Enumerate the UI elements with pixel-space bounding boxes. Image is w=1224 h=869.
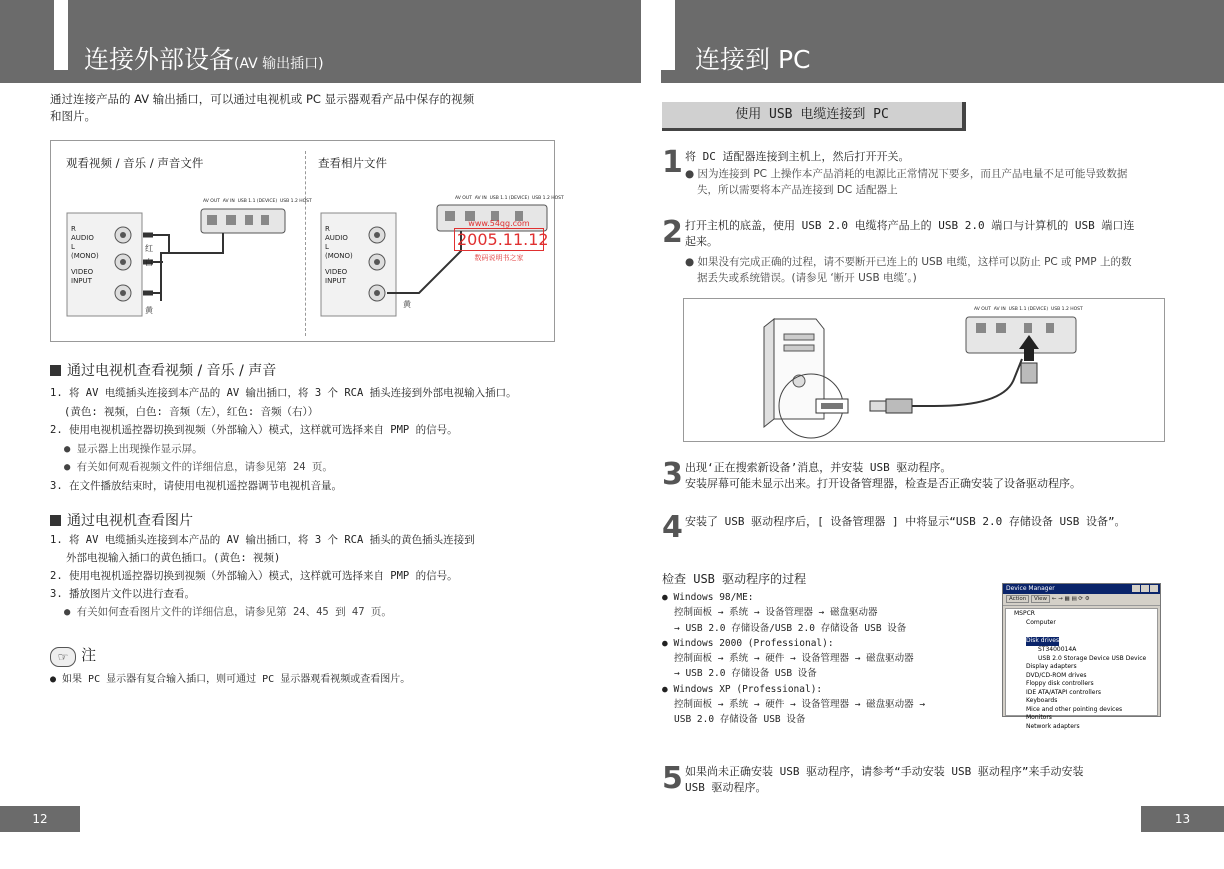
- watermark-stamp: [454, 219, 549, 263]
- sec1-line3: 3. 在文件播放结束时，请使用电视机遥控器调节电视机音量。: [50, 479, 342, 492]
- stamp-text: 数码说明书之家: [474, 254, 524, 262]
- tree-item: Floppy disk controllers: [1026, 680, 1094, 687]
- step-5-number: 5: [662, 761, 683, 796]
- diagram-left-label: 观看视频 / 音乐 / 声音文件: [66, 156, 204, 170]
- check-line-7: ● Windows XP (Professional):: [662, 683, 823, 695]
- sec2-line2: 2. 使用电视机遥控器切换到视频（外部输入）模式，这样就可选择来自 PMP 的信号。: [50, 570, 458, 582]
- tree-item: Disk drives: [1026, 637, 1060, 644]
- check-line-6: → USB 2.0 存储设备 USB 设备: [674, 668, 817, 680]
- step-4-text: 安装了 USB 驱动程序后，[ 设备管理器 ] 中将显示“USB 2.0 存储设备 USB 设备”。: [685, 515, 1126, 528]
- tree-item: MSPCR: [1014, 610, 1035, 617]
- tree-item: Network adapters: [1026, 722, 1080, 730]
- tv-label-mono: (MONO): [71, 252, 99, 260]
- jack-usb-host-2: USB 1.2 HOST: [531, 196, 564, 201]
- usb-section-box: [662, 102, 966, 131]
- jack-av-out: AV OUT: [203, 199, 220, 204]
- tv-label-audio: AUDIO: [71, 234, 94, 242]
- jack-av-in-2: AV IN: [474, 196, 487, 201]
- check-line-4: ● Windows 2000 (Professional):: [662, 637, 834, 649]
- pointing-hand-icon: ☞: [50, 647, 76, 667]
- sec1-bullet1: ● 显示器上出现操作显示屏。: [64, 442, 203, 455]
- jack-av-in: AV IN: [222, 199, 235, 204]
- tree-item: DVD/CD-ROM drives: [1026, 671, 1087, 679]
- step-1-note-1: ● 因为连接到 PC 上操作本产品消耗的电源比正常情况下要多，而且产品电量不足可能导致数据: [685, 168, 1128, 180]
- pc-jack-labels: [974, 307, 1083, 312]
- tree-item: IDE ATA/ATAPI controllers: [1026, 688, 1102, 696]
- section-video-title: 通过电视机查看视频 / 音乐 / 声音: [67, 363, 277, 379]
- left-page-title: [84, 40, 324, 76]
- step-2-text: 打开主机的底盖，使用 USB 2.0 电缆将产品上的 USB 2.0 端口与计算机的 USB 端口连: [685, 219, 1135, 232]
- minimize-icon: [1132, 585, 1140, 592]
- left-intro-2: 和图片。: [50, 109, 96, 123]
- close-icon: [1150, 585, 1158, 592]
- left-banner: [0, 0, 641, 83]
- section-video-heading: [50, 360, 276, 380]
- tree-item: Mice and other pointing devices: [1026, 705, 1123, 713]
- note-text: ● 如果 PC 显示器有复合输入插口，则可通过 PC 显示器观看视频或查看图片。: [50, 674, 411, 685]
- tv-label-video-2: VIDEO: [325, 268, 348, 276]
- devmgr-titlebar: [1003, 584, 1160, 594]
- step-2-note-2: 据丢失或系统错误。(请参见 ‘断开 USB 电缆’。): [697, 272, 917, 284]
- section-picture-heading: [50, 510, 193, 530]
- right-page-title: 连接到 PC: [695, 45, 811, 74]
- note-title: 注: [81, 646, 97, 664]
- devmgr-menu-action: Action: [1006, 595, 1029, 603]
- check-line-5: 控制面板 → 系统 → 硬件 → 设备管理器 → 磁盘驱动器: [674, 653, 914, 665]
- sec2-line3: 3. 播放图片文件以进行查看。: [50, 588, 195, 600]
- section-video-body: [50, 384, 517, 495]
- step-2-text-2: 起来。: [685, 235, 718, 248]
- tv-label-audio-2: AUDIO: [325, 234, 348, 242]
- pc-jack-av-in: AV IN: [993, 307, 1006, 312]
- tv-label-r-2: R: [325, 225, 330, 233]
- step-1-note-2: 失，所以需要将本产品连接到 DC 适配器上: [697, 184, 898, 196]
- left-title-main: 连接外部设备: [84, 45, 235, 74]
- pc-diagram-box: [683, 298, 1165, 442]
- check-line-9: USB 2.0 存储设备 USB 设备: [674, 714, 806, 726]
- devmgr-window-buttons: [1131, 585, 1158, 593]
- tv-panel-labels-left: [71, 225, 99, 286]
- jack-labels-right: [455, 196, 564, 201]
- toolbar-icons: ← → ▦ ▤ ⟳ ⚙: [1051, 596, 1090, 602]
- tv-label-video: VIDEO: [71, 268, 94, 276]
- left-title-sub: (AV 输出插口): [234, 56, 324, 72]
- tree-item: Monitors: [1026, 714, 1052, 721]
- check-line-3: → USB 2.0 存储设备/USB 2.0 存储设备 USB 设备: [674, 622, 907, 634]
- jack-usb-device: USB 1.1 (DEVICE): [237, 199, 278, 204]
- left-page-number: 12: [0, 806, 80, 832]
- square-bullet-icon-2: [50, 515, 61, 526]
- pc-jack-av-out: AV OUT: [974, 307, 991, 312]
- sec1-line1b: (黄色: 视频，白色: 音频（左），红色: 音频（右））: [64, 405, 319, 418]
- banner-tick: [54, 0, 68, 70]
- step-3-number: 3: [662, 457, 683, 492]
- tv-panel-labels-right: [325, 225, 353, 286]
- tv-label-l-2: L: [325, 243, 329, 251]
- label-yellow: 黄: [145, 306, 153, 315]
- jack-av-out-2: AV OUT: [455, 196, 472, 201]
- pc-jack-usb-host: USB 1.2 HOST: [1050, 307, 1083, 312]
- section-picture-title: 通过电视机查看图片: [67, 513, 193, 529]
- sec1-line2: 2. 使用电视机遥控器切换到视频（外部输入）模式，这样就可选择来自 PMP 的信号。: [50, 424, 458, 436]
- step-3-text-2: 安装屏幕可能未显示出来。打开设备管理器，检查是否正确安装了设备驱动程序。: [685, 477, 1081, 490]
- step-5-text: 如果尚未正确安装 USB 驱动程序，请参考“手动安装 USB 驱动程序”来手动安装: [685, 765, 1084, 778]
- label-white: 白: [145, 258, 153, 267]
- square-bullet-icon: [50, 365, 61, 376]
- tree-item: USB 2.0 Storage Device USB Device: [1038, 654, 1147, 662]
- stamp-url: www.54qg.com: [468, 219, 530, 228]
- stamp-date: 2005.11.12: [454, 228, 544, 251]
- tv-diagram-box: [50, 140, 564, 342]
- check-usb-body: [662, 590, 925, 728]
- sec2-bullet1: ● 有关如何查看图片文件的详细信息，请参见第 24、45 到 47 页。: [64, 606, 392, 618]
- step-3-text: 出现‘正在搜索新设备’消息，并安装 USB 驱动程序。: [685, 461, 952, 474]
- section-picture-body: [50, 531, 475, 621]
- device-manager-window: [1002, 583, 1161, 730]
- step-1-text: 将 DC 适配器连接到主机上，然后打开开关。: [685, 150, 910, 163]
- jack-usb-device-2: USB 1.1 (DEVICE): [489, 196, 530, 201]
- step-2-note-1: ● 如果没有完成正确的过程，请不要断开已连上的 USB 电缆，这样可以防止 PC 或 PMP 上的数: [685, 256, 1132, 268]
- tv-label-r: R: [71, 225, 76, 233]
- sec1-line1: 1. 将 AV 电缆插头连接到本产品的 AV 输出插口，将 3 个 RCA 插头连接到外部电视输入插口。: [50, 387, 517, 399]
- devmgr-menu-view: View: [1031, 595, 1050, 603]
- right-banner: [661, 0, 1224, 83]
- sec2-line1b: 外部电视输入插口的黄色插口。(黄色: 视频): [66, 552, 281, 564]
- check-line-8: 控制面板 → 系统 → 硬件 → 设备管理器 → 磁盘驱动器 →: [674, 699, 926, 711]
- left-intro-1: 通过连接产品的 AV 输出插口，可以通过电视机或 PC 显示器观看产品中保存的视频: [50, 92, 475, 106]
- step-1-number: 1: [662, 145, 683, 180]
- devmgr-toolbar: [1003, 594, 1160, 606]
- usb-section-title: 使用 USB 电缆连接到 PC: [735, 107, 889, 122]
- jack-labels-left: [203, 199, 312, 204]
- diagram-right-label: 查看相片文件: [318, 156, 387, 170]
- maximize-icon: [1141, 585, 1149, 592]
- label-red: 红: [145, 244, 153, 253]
- tv-label-mono-2: (MONO): [325, 252, 353, 260]
- devmgr-tree: [1005, 608, 1158, 730]
- step-5-text-2: USB 驱动程序。: [685, 781, 767, 794]
- pc-usb-connection-diagram: [684, 299, 1164, 441]
- tree-item: Display adapters: [1026, 663, 1077, 670]
- jack-usb-host: USB 1.2 HOST: [279, 199, 312, 204]
- tree-item: ST3400014A: [1038, 646, 1077, 653]
- sec2-line1: 1. 将 AV 电缆插头连接到本产品的 AV 输出插口，将 3 个 RCA 插头的黄色插头连接到: [50, 534, 475, 546]
- tv-label-input-2: INPUT: [325, 277, 346, 285]
- step-4-number: 4: [662, 510, 683, 545]
- check-line-2: 控制面板 → 系统 → 设备管理器 → 磁盘驱动器: [674, 607, 878, 619]
- devmgr-title: Device Manager: [1006, 585, 1055, 592]
- right-page-number: 13: [1141, 806, 1224, 832]
- check-line-1: ● Windows 98/ME:: [662, 592, 754, 603]
- tree-item: Keyboards: [1026, 697, 1058, 704]
- tree-item: Computer: [1026, 618, 1056, 626]
- step-2-number: 2: [662, 215, 683, 250]
- banner-tick-2: [661, 0, 675, 70]
- tv-label-l: L: [71, 243, 75, 251]
- label-yellow-2: 黄: [403, 300, 411, 309]
- tv-label-input: INPUT: [71, 277, 92, 285]
- sec1-bullet2: ● 有关如何观看视频文件的详细信息，请参见第 24 页。: [64, 461, 333, 473]
- note-heading: [50, 644, 96, 667]
- pc-jack-usb-device: USB 1.1 (DEVICE): [1008, 307, 1049, 312]
- check-usb-title: 检查 USB 驱动程序的过程: [662, 572, 807, 586]
